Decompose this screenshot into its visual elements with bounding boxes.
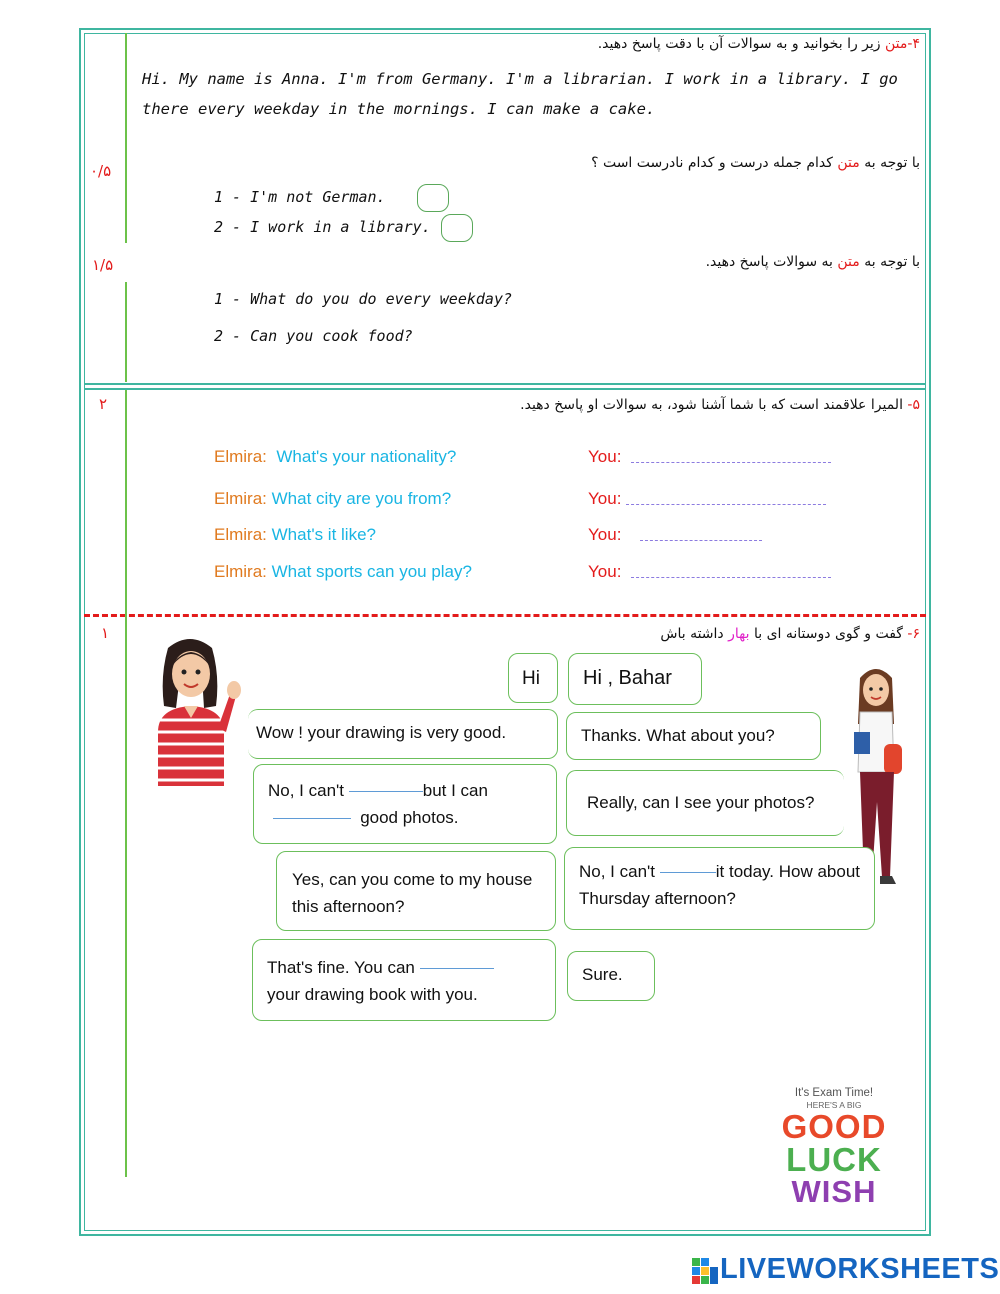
qa-prompt-highlight: متن [837,254,860,270]
q6-title [660,626,920,642]
blank-left-2a[interactable] [349,791,423,792]
bubble-left-2-text-c: good photos. [360,808,459,827]
you-label: You: [588,562,622,581]
bubble-right-3-text-b: it today. How about Thursday afternoon? [579,862,861,908]
tf-answer-box-2[interactable] [441,214,473,242]
question-2: What city are you from? [271,489,452,508]
qa-item-2: 2 - Can you cook food? [214,327,413,345]
girl-waving-illustration [146,636,242,786]
q4-title-highlight: متن [885,36,908,52]
qa-prompt-part2: به سوالات پاسخ دهید. [705,254,838,270]
q6-title-name: بهار [728,626,750,642]
q5-title-text: المیرا علاقمند است که با شما آشنا شود، به سوالات او پاسخ دهید. [520,397,908,413]
speaker-label: Elmira: [214,525,267,544]
question-4: What sports can you play? [271,562,472,581]
bubble-left-4 [252,939,556,1021]
liveworksheets-logo-text[interactable]: LIVEWORKSHEETS [720,1253,1000,1285]
answer-blank-2[interactable] [626,494,826,505]
good-luck-badge [752,1087,916,1221]
margin-line-2 [125,282,127,382]
speaker-label: Elmira: [214,489,267,508]
margin-line-3 [125,390,127,1177]
score-q5: ۲ [99,395,108,413]
bubble-hi-left: Hi [508,653,558,703]
answer-blank-1[interactable] [631,452,831,463]
answer-blank-3[interactable] [640,530,762,541]
q5-number: ۵- [907,397,920,413]
q5-line-3 [214,525,376,545]
answer-line-3[interactable] [588,525,762,545]
question-1: What's your nationality? [276,447,457,466]
margin-line-1 [125,33,127,243]
badge-good: GOOD [781,1108,887,1145]
tf-item-1: 1 - I'm not German. [214,188,386,206]
q5-line-1 [214,447,456,467]
q5-title [520,397,920,413]
score-q6: ۱ [101,624,110,642]
bubble-right-2: Really, can I see your photos? [566,770,844,836]
bubble-right-1: Thanks. What about you? [566,712,821,760]
speaker-label: Elmira: [214,447,267,466]
score-q4-true-false: ۰/۵ [90,162,112,180]
qa-item-1: 1 - What do you do every weekday? [214,290,513,308]
answer-line-2[interactable] [588,489,826,509]
question-3: What's it like? [271,525,376,544]
tf-item-2: 2 - I work in a library. [214,218,431,236]
bubble-right-4: Sure. [567,951,655,1001]
liveworksheets-logo-icon [692,1258,718,1284]
badge-line-1: It's Exam Time! [794,1087,874,1099]
bubble-left-4-text-b: your drawing book with you. [267,985,478,1004]
answer-line-1[interactable] [588,447,831,467]
q4-questions-prompt [706,254,920,270]
badge-line-2: HERE'S A BIG [806,1100,862,1110]
you-label: You: [588,525,622,544]
bubble-left-2-text-a: No, I can't [268,781,345,800]
speaker-label: Elmira: [214,562,267,581]
blank-left-2b[interactable] [273,818,351,819]
bubble-right-3-text-a: No, I can't [579,862,656,881]
you-label: You: [588,447,622,466]
badge-luck: LUCK [786,1141,882,1178]
blank-left-4[interactable] [420,968,494,969]
answer-blank-4[interactable] [631,567,831,578]
q5-line-4 [214,562,472,582]
bubble-left-1: Wow ! your drawing is very good. [248,709,558,759]
section-divider-bottom [84,388,926,390]
score-q4-questions: ۱/۵ [92,256,114,274]
q5-line-2 [214,489,451,509]
section-divider-top [84,383,926,385]
q4-true-false-prompt [591,155,920,171]
tf-prompt-part1: با توجه به [859,155,920,171]
qa-prompt-part1: با توجه به [859,254,920,270]
q4-reading-passage: Hi. My name is Anna. I'm from Germany. I'm a librarian. I work in a library. I go there every weekday in the mornings. I can make a cake. [142,70,898,118]
q6-title-part2: داشته باش [660,626,729,642]
tf-prompt-part2: کدام جمله درست و کدام نادرست است ؟ [591,155,838,171]
you-label: You: [588,489,622,508]
bubble-right-3 [564,847,875,930]
q4-title-text: زیر را بخوانید و به سوالات آن با دقت پاسخ دهید. [597,36,886,52]
answer-line-4[interactable] [588,562,831,582]
blank-right-3[interactable] [660,872,716,873]
q6-number: ۶- [907,626,920,642]
bubble-left-4-text-a: That's fine. You can [267,958,415,977]
q6-title-part1: گفت و گوی دوستانه ای با [749,626,908,642]
tf-answer-box-1[interactable] [417,184,449,212]
bubble-left-2 [253,764,557,844]
tf-prompt-highlight: متن [837,155,860,171]
q4-title [598,36,920,52]
badge-wish: WISH [791,1174,877,1209]
section-divider-dashed [84,614,926,617]
bubble-left-3: Yes, can you come to my house this afternoon? [276,851,556,931]
q4-number: ۴- [907,36,920,52]
bubble-left-2-text-b: but I can [422,781,488,800]
bubble-hi-right: Hi , Bahar [568,653,702,705]
